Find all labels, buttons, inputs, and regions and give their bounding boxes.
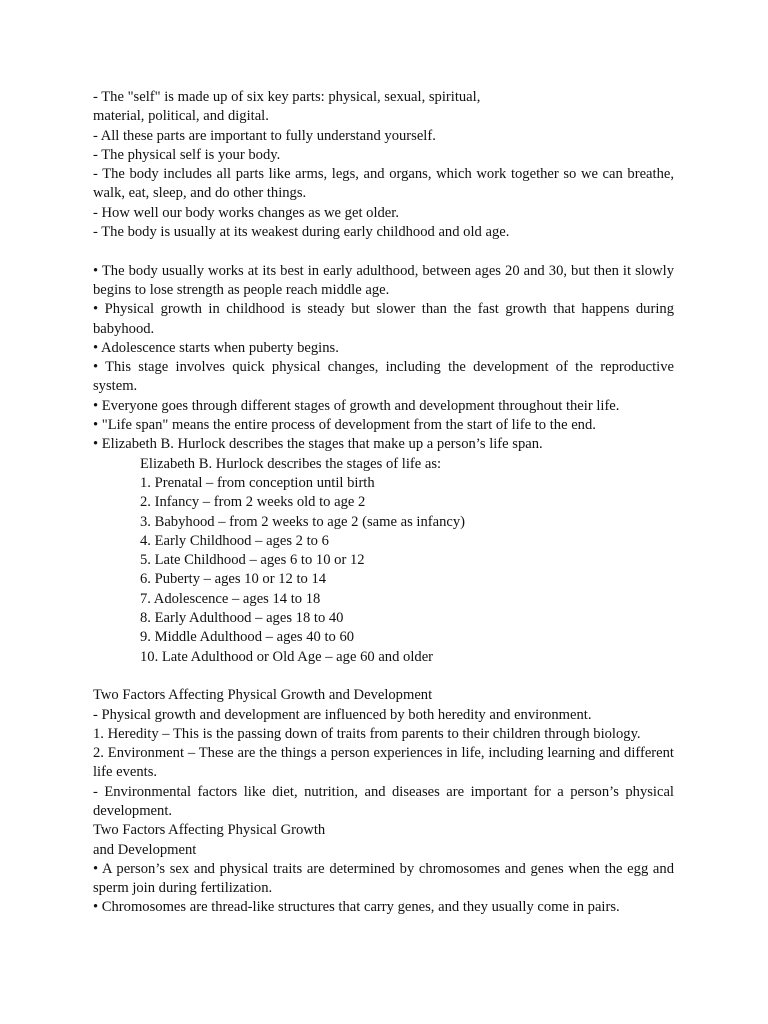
life-stage-item: 5. Late Childhood – ages 6 to 10 or 12 [140, 552, 365, 569]
spacer [93, 667, 674, 686]
bullet-item: • "Life span" means the entire process of development from the start of life to the end. [93, 417, 596, 434]
section-heading: and Development [93, 841, 197, 858]
section-heading: Two Factors Affecting Physical Growth [93, 822, 326, 839]
life-stage-item: 3. Babyhood – from 2 weeks to age 2 (same as infancy) [140, 513, 466, 530]
document-page [93, 88, 674, 918]
life-stages-list [93, 455, 674, 667]
factors-paragraph: • A person’s sex and physical traits are determined by chromosomes and genes when the egg and sperm join during fertilization. [93, 860, 674, 897]
factors-paragraph: 2. Environment – These are the things a person experiences in life, including learning and different life events. [93, 745, 674, 781]
intro-paragraph: - The body includes all parts like arms, legs, and organs, which work together so we can breathe, walk, eat, sleep, and do other things. [93, 166, 674, 202]
intro-line: - How well our body works changes as we get older. [93, 204, 399, 221]
life-stage-item: 2. Infancy – from 2 weeks old to age 2 [140, 494, 366, 511]
spacer [93, 242, 674, 261]
bullet-item: • Elizabeth B. Hurlock describes the stages that make up a person’s life span. [93, 436, 543, 453]
life-stage-item: 8. Early Adulthood – ages 18 to 40 [140, 610, 344, 627]
life-stage-item: 6. Puberty – ages 10 or 12 to 14 [140, 571, 327, 588]
life-stage-item: 4. Early Childhood – ages 2 to 6 [140, 532, 329, 549]
life-stage-item: 1. Prenatal – from conception until birth [140, 474, 375, 491]
life-stage-item: 7. Adolescence – ages 14 to 18 [140, 590, 321, 607]
life-stages-heading: Elizabeth B. Hurlock describes the stages of life as: [140, 455, 442, 472]
intro-line: - All these parts are important to fully understand yourself. [93, 127, 436, 144]
life-stage-item: 10. Late Adulthood or Old Age – age 60 and older [140, 648, 434, 665]
bullet-item: • Everyone goes through different stages of growth and development throughout their life. [93, 397, 620, 414]
life-stage-item: 9. Middle Adulthood – ages 40 to 60 [140, 629, 355, 646]
factors-line: • Chromosomes are thread-like structures that carry genes, and they usually come in pairs. [93, 899, 620, 916]
factors-paragraph: - Environmental factors like diet, nutrition, and diseases are important for a person’s physical development. [93, 783, 674, 819]
factors-line: 1. Heredity – This is the passing down of traits from parents to their children through biology. [93, 725, 641, 742]
intro-line: material, political, and digital. [93, 108, 269, 125]
bullet-item: • This stage involves quick physical changes, including the development of the reproductive system. [93, 359, 674, 395]
intro-line: - The physical self is your body. [93, 146, 281, 163]
bullet-item: • Physical growth in childhood is steady but slower than the fast growth that happens during babyhood. [93, 301, 674, 337]
intro-line: - The "self" is made up of six key parts: physical, sexual, spiritual, [93, 89, 481, 105]
bullet-item: • Adolescence starts when puberty begins. [93, 339, 339, 356]
section-heading: Two Factors Affecting Physical Growth and Development [93, 687, 433, 704]
intro-line: - The body is usually at its weakest during early childhood and old age. [93, 224, 510, 241]
factors-line: - Physical growth and development are influenced by both heredity and environment. [93, 706, 592, 723]
bullet-item: • The body usually works at its best in early adulthood, between ages 20 and 30, but then it slowly begins to lose strength as people reach middle age. [93, 262, 674, 298]
